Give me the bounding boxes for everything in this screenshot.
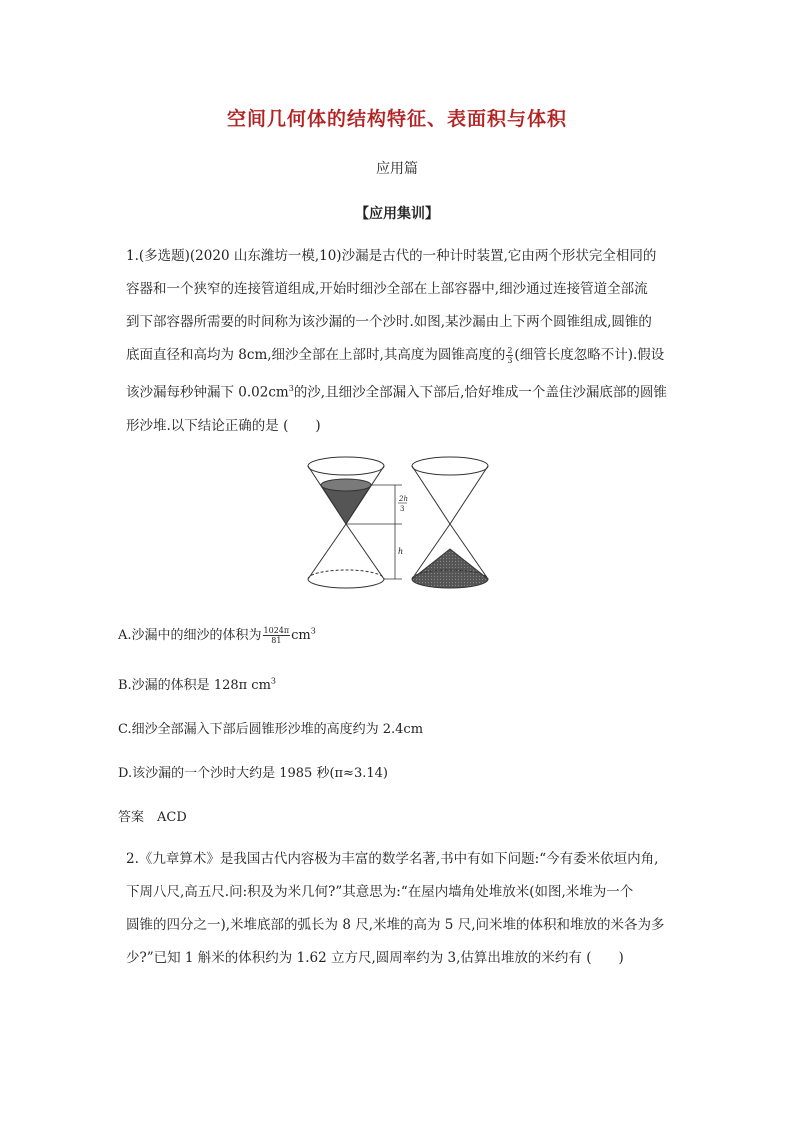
section-heading: 【应用集训】 [355, 206, 439, 222]
page-subtitle: 应用篇 [376, 161, 418, 177]
question-1-line5-post: 的沙,且细沙全部漏入下部后,恰好堆成一个盖住沙漏底部的圆锥 [293, 384, 667, 401]
page-title: 空间几何体的结构特征、表面积与体积 [226, 108, 567, 130]
fraction-denominator: 3 [507, 356, 513, 365]
left-hourglass [308, 457, 384, 588]
option-a-unit: cm [291, 628, 311, 643]
superscript: 3 [310, 626, 316, 636]
question-1-text [118, 240, 678, 443]
right-hourglass [412, 457, 488, 588]
question-2-line: 少?”已知 1 斛米的体积约为 1.62 立方尺,圆周率约为 3,估算出堆放的米约有 ( ) [126, 950, 624, 966]
option-a [118, 624, 316, 645]
superscript: 3 [288, 384, 294, 393]
question-2-line: 下周八尺,高五尺.问:积及为米几何?”其意思为:“在屋内墙角处堆放米(如图,米堆为一个 [126, 884, 634, 900]
question-2-text [118, 843, 678, 975]
label-2h: 2h [399, 495, 408, 503]
question-1-line [118, 339, 678, 372]
option-c: C.细沙全部漏入下部后圆锥形沙堆的高度约为 2.4cm [118, 722, 424, 737]
option-b [118, 674, 276, 693]
question-1-line4-pre: 底面直径和高均为 8cm,细沙全部在上部时,其高度为圆锥高度的 [126, 347, 506, 363]
option-a-text: A.沙漏中的细沙的体积为 [118, 628, 262, 643]
question-2-line: 圆锥的四分之一),米堆底部的弧长为 8 尺,米堆的高为 5 尺,问米堆的体积和堆放的米各为多 [126, 917, 665, 933]
question-1-line: 形沙堆.以下结论正确的是 ( ) [126, 417, 321, 434]
answer-line: 答案 ACD [118, 810, 187, 825]
fraction-numerator: 1024π [263, 626, 290, 635]
question-1-line4-post: (细管长度忽略不计).假设 [514, 347, 665, 363]
question-1-line5-pre: 该沙漏每秒钟漏下 0.02cm [126, 384, 289, 401]
question-1-line [118, 372, 678, 410]
question-2-line: 2.《九章算术》是我国古代内容极为丰富的数学名著,书中有如下问题:“今有委米依垣内角, [126, 851, 659, 867]
option-a-fraction [263, 626, 291, 645]
question-1-line: 到下部容器所需要的时间称为该沙漏的一个沙时.如图,某沙漏由上下两个圆锥组成,圆锥的 [126, 314, 652, 330]
question-1-line: 容器和一个狭窄的连接管道组成,开始时细沙全部在上部容器中,细沙通过连接管道全部流 [126, 281, 648, 297]
option-d: D.该沙漏的一个沙时大约是 1985 秒(π≈3.14) [118, 766, 388, 781]
option-b-text: B.沙漏的体积是 128π cm [118, 678, 271, 693]
label-3: 3 [400, 505, 405, 513]
fraction-denominator: 81 [271, 636, 282, 645]
fraction-numerator: 2 [507, 346, 513, 355]
label-h: h [398, 547, 404, 556]
question-1-line: 1.(多选题)(2020 山东潍坊一模,10)沙漏是古代的一种计时装置,它由两个形状完全相同的 [126, 248, 657, 264]
superscript: 3 [270, 676, 277, 686]
hourglass-figure [298, 455, 498, 591]
fraction-two-thirds [506, 346, 513, 365]
